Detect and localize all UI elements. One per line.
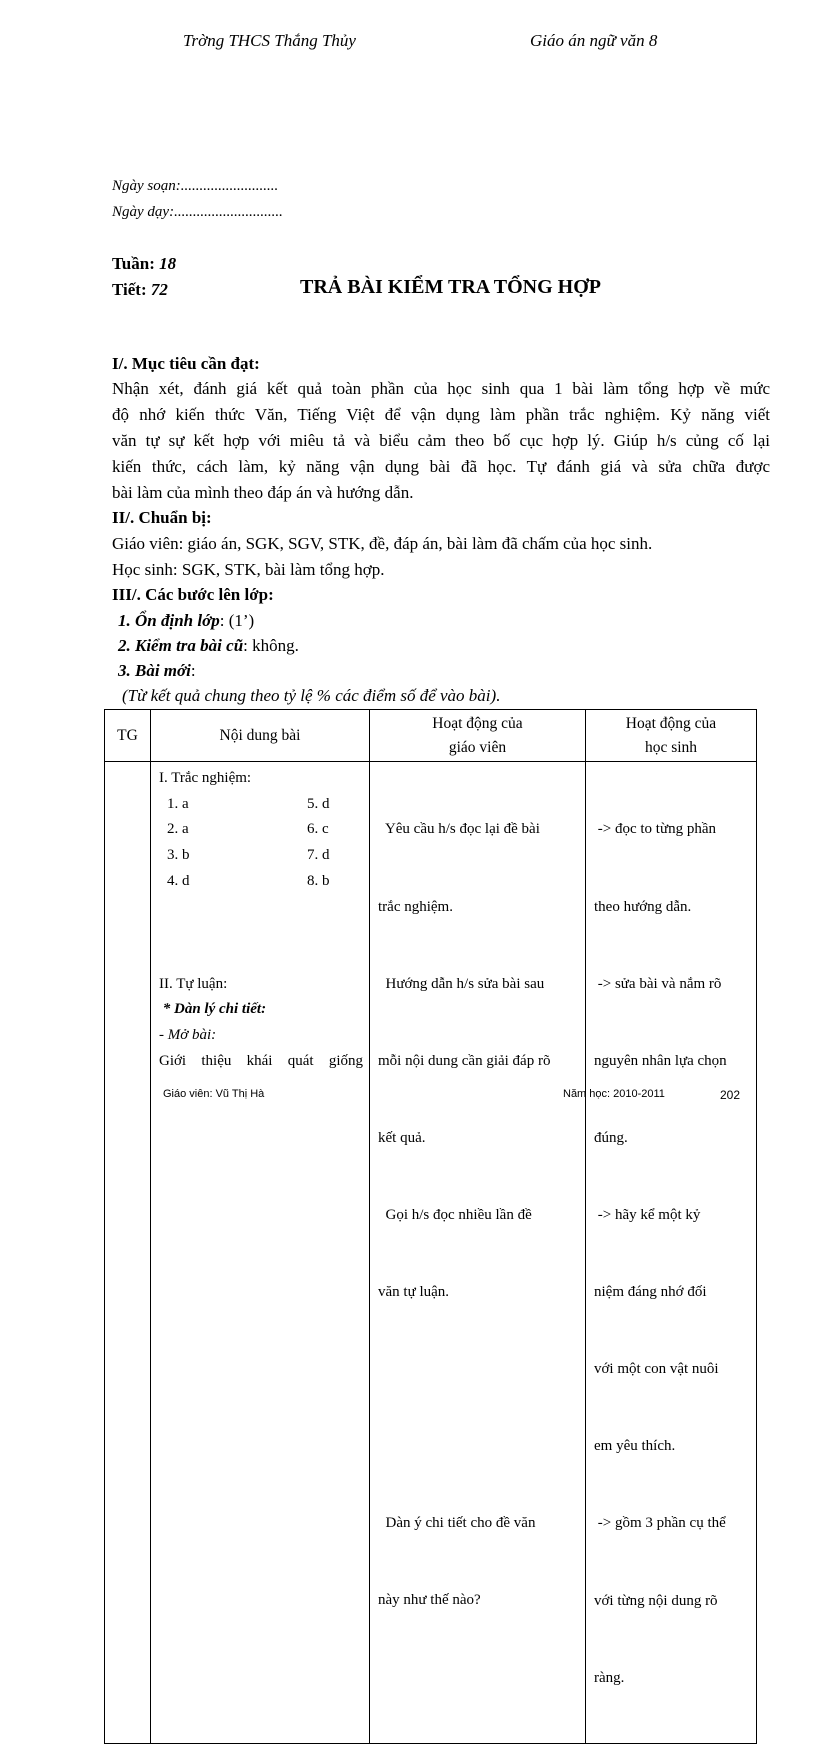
student-line: theo hướng dẫn. bbox=[594, 898, 692, 915]
student-line: -> hãy kể một kỷ bbox=[594, 1206, 701, 1223]
mc-row bbox=[159, 843, 363, 869]
page-number: 202 bbox=[720, 1088, 741, 1102]
footer-teacher: Giáo viên: Vũ Thị Hà bbox=[163, 1088, 265, 1100]
outline-heading: * Dàn lý chi tiết: bbox=[159, 1001, 267, 1018]
lesson-table bbox=[104, 709, 757, 1744]
student-line: nguyên nhân lựa chọn bbox=[594, 1052, 727, 1069]
mc-answer: 8. b bbox=[307, 872, 330, 889]
mc-answer: 7. d bbox=[307, 847, 330, 864]
section3-note: (Từ kết quả chung theo tỷ lệ % các điểm số để vào bài). bbox=[122, 686, 501, 705]
table-header-row bbox=[105, 710, 757, 762]
student-cell bbox=[586, 762, 757, 1744]
student-line: -> đọc to từng phần bbox=[594, 821, 716, 838]
step2 bbox=[118, 636, 299, 656]
header-school: Trờng THCS Thắng Thủy bbox=[183, 31, 356, 50]
header-student-line1: Hoạt động của bbox=[625, 714, 717, 732]
section1-line: bài làm của mình theo đáp án và hướng dẫn. bbox=[112, 483, 414, 502]
section1-line: kiến thức, cách làm, kỷ năng vận dụng bài đã học. Tự đánh giá và sửa chữa được bbox=[112, 457, 770, 476]
page-title: TRẢ BÀI KIỂM TRA TỔNG HỢP bbox=[300, 276, 601, 298]
mc-answer: 6. c bbox=[307, 821, 329, 838]
intro-heading: - Mở bài: bbox=[159, 1026, 217, 1043]
step3 bbox=[118, 661, 196, 681]
header-student bbox=[586, 710, 757, 762]
student-line: niệm đáng nhớ đối bbox=[594, 1284, 707, 1301]
student-line: -> gồm 3 phần cụ thể bbox=[594, 1515, 726, 1532]
student-line: với một con vật nuôi bbox=[594, 1361, 719, 1378]
period-value: 72 bbox=[150, 280, 168, 299]
teacher-line: Yêu cầu h/s đọc lại đề bài bbox=[378, 821, 540, 838]
student-line: ràng. bbox=[594, 1669, 625, 1686]
mc-answer: 5. d bbox=[307, 795, 330, 812]
section1-line: Nhận xét, đánh giá kết quả toàn phần của học sinh qua 1 bài làm tổng hợp về mức bbox=[112, 379, 770, 398]
mc-answer: 4. d bbox=[167, 872, 190, 889]
teacher-line: mỗi nội dung cần giải đáp rõ bbox=[378, 1052, 551, 1069]
teacher-cell bbox=[370, 762, 586, 1744]
header-student-line2: học sinh bbox=[644, 738, 698, 756]
header-teacher-line2: giáo viên bbox=[448, 738, 507, 756]
step3-label: 3. Bài mới bbox=[118, 661, 191, 680]
teacher-line: này như thế nào? bbox=[378, 1592, 481, 1609]
header-subject: Giáo án ngữ văn 8 bbox=[530, 31, 658, 50]
mc-heading: I. Trắc nghiệm: bbox=[159, 770, 252, 786]
week-value: 18 bbox=[159, 254, 177, 273]
content-cell bbox=[151, 762, 370, 1744]
header-content: Nội dung bài bbox=[151, 710, 370, 762]
mc-row bbox=[159, 817, 363, 843]
date-prepared: Ngày soạn:.......................... bbox=[112, 178, 279, 194]
section2-heading: II/. Chuẩn bị: bbox=[112, 508, 212, 527]
teacher-line: Gọi h/s đọc nhiều lần đề bbox=[378, 1206, 532, 1223]
step2-text: : không. bbox=[243, 636, 299, 655]
step2-label: 2. Kiểm tra bài cũ bbox=[118, 636, 244, 655]
step3-text: : bbox=[190, 661, 196, 680]
section2-teacher: Giáo viên: giáo án, SGK, SGV, STK, đề, đáp án, bài làm đã chấm của học sinh. bbox=[112, 534, 653, 553]
step1-label: 1. Ổn định lớp bbox=[118, 611, 220, 630]
teacher-line: văn tự luận. bbox=[378, 1284, 450, 1301]
mc-row bbox=[159, 792, 363, 818]
section3-heading: III/. Các bước lên lớp: bbox=[112, 585, 274, 604]
date-taught: Ngày dạy:............................. bbox=[112, 204, 283, 220]
header-tg: TG bbox=[105, 710, 151, 762]
intro-text: Giới thiệu khái quát giống bbox=[159, 1052, 363, 1069]
period-line bbox=[112, 280, 168, 300]
week-label: Tuần: bbox=[112, 254, 155, 273]
mc-row bbox=[159, 869, 363, 895]
student-line: em yêu thích. bbox=[594, 1438, 676, 1455]
section1-line: độ nhớ kiến thức Văn, Tiếng Việt để vận dụng làm phần trắc nghiệm. Kỷ năng viết bbox=[112, 405, 770, 424]
mc-answer: 1. a bbox=[167, 795, 189, 812]
mc-answer: 2. a bbox=[167, 821, 189, 838]
table-row bbox=[105, 762, 757, 1744]
step1-text: : (1’) bbox=[219, 611, 255, 630]
section1-line: văn tự sự kết hợp với miêu tả và biểu cảm theo bố cục hợp lý. Giúp h/s củng cố lại bbox=[112, 431, 770, 450]
teacher-line: Hướng dẫn h/s sửa bài sau bbox=[378, 975, 545, 992]
step1 bbox=[118, 611, 254, 631]
header-teacher-line1: Hoạt động của bbox=[432, 714, 523, 732]
essay-heading: II. Tự luận: bbox=[159, 975, 228, 992]
teacher-line bbox=[378, 1357, 579, 1383]
teacher-line: trắc nghiệm. bbox=[378, 898, 453, 915]
footer-year: Năm học: 2010-2011 bbox=[563, 1088, 665, 1100]
period-label: Tiết: bbox=[112, 280, 147, 299]
student-line: đúng. bbox=[594, 1129, 628, 1146]
header-teacher bbox=[370, 710, 586, 762]
section2-student: Học sinh: SGK, STK, bài làm tổng hợp. bbox=[112, 560, 385, 579]
week-line bbox=[112, 254, 176, 274]
teacher-line: Dàn ý chi tiết cho đề văn bbox=[378, 1515, 536, 1532]
teacher-line: kết quả. bbox=[378, 1129, 426, 1146]
teacher-line bbox=[378, 1434, 579, 1460]
student-line: -> sửa bài và nắm rõ bbox=[594, 975, 722, 992]
section1-heading: I/. Mục tiêu cần đạt: bbox=[112, 354, 260, 373]
section1-paragraph bbox=[112, 376, 770, 506]
student-line: với từng nội dung rõ bbox=[594, 1592, 718, 1609]
mc-answer: 3. b bbox=[167, 847, 190, 864]
